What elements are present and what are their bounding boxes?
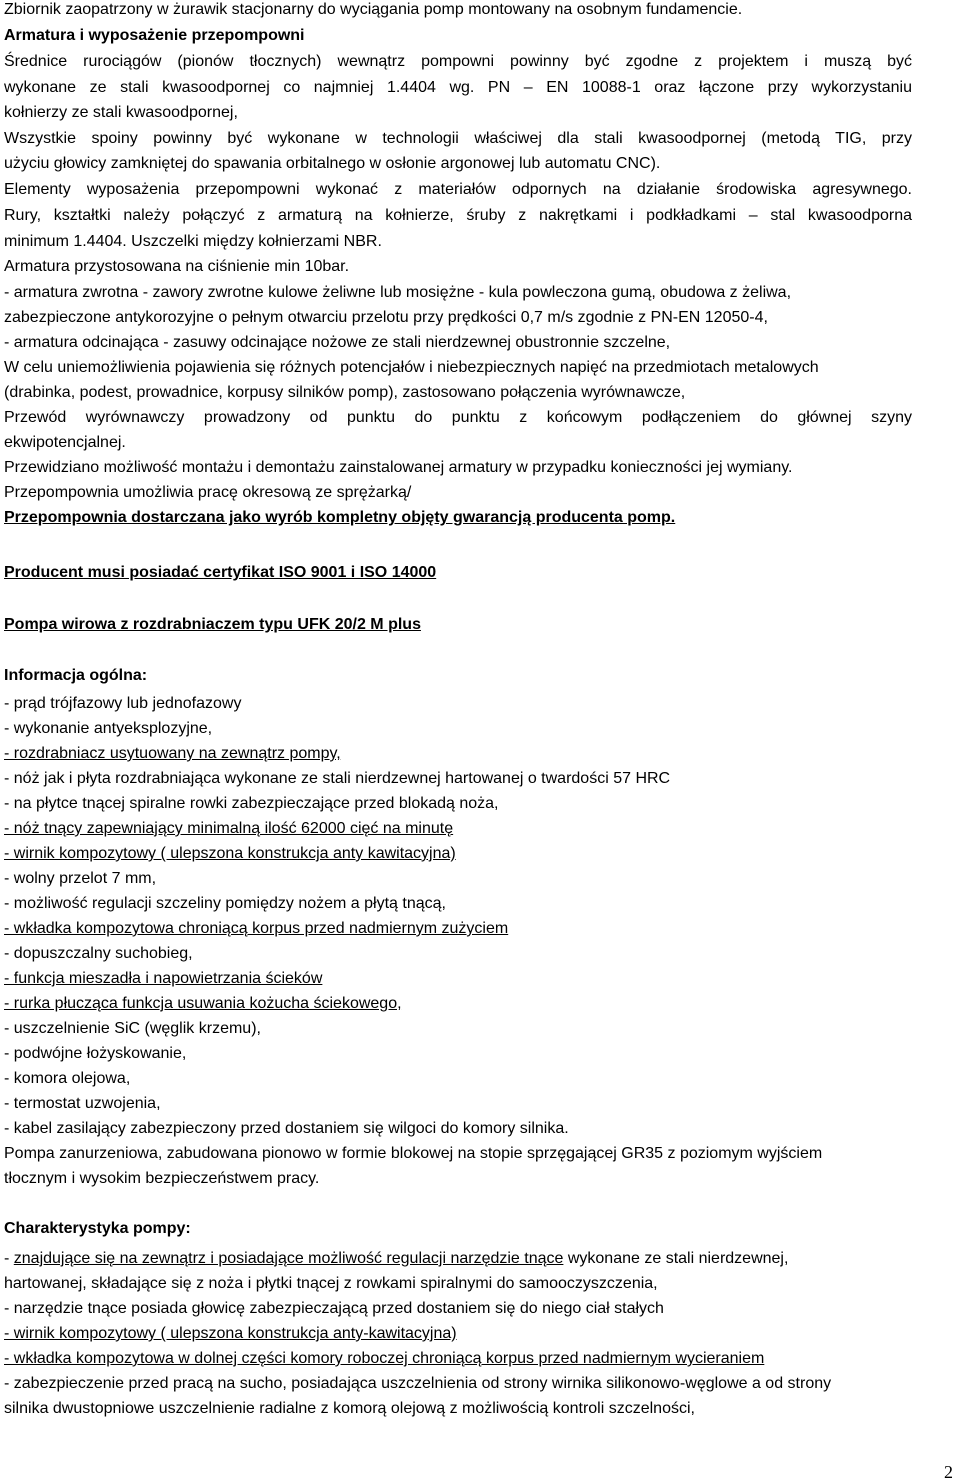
- characteristics-line: - narzędzie tnące posiada głowicę zabezpieczającą przed dostaniem się do niego ciał stałych: [4, 1300, 664, 1317]
- pump-title: Pompa wirowa z rozdrabniaczem typu UFK 20/2 M plus: [4, 616, 421, 633]
- general-info-heading: Informacja ogólna:: [4, 667, 148, 684]
- general-list-item: - wykonanie antyeksplozyjne,: [4, 720, 213, 737]
- intro-line: Średnice rurociągów (pionów tłocznych) wewnątrz pompowni powinny być zgodne z projektem i muszą być: [4, 53, 912, 70]
- general-list-item: - kabel zasilający zabezpieczony przed dostaniem się wilgoci do komory silnika.: [4, 1120, 569, 1137]
- characteristics-heading: Charakterystyka pompy:: [4, 1220, 191, 1237]
- general-paragraph-line: tłocznym i wysokim bezpieczeństwem pracy.: [4, 1170, 320, 1187]
- intro-line: Przewód wyrównawczy prowadzony od punktu do punktu z końcowym podłączeniem do głównej szyny: [4, 409, 912, 426]
- intro-line: - armatura zwrotna - zawory zwrotne kulowe żeliwne lub mosiężne - kula powleczona gumą, obudowa z żeliwa,: [4, 284, 792, 301]
- section-heading-equipment: Armatura i wyposażenie przepompowni: [4, 27, 305, 44]
- intro-line: zabezpieczone antykorozyjne o pełnym otwarciu przelotu przy prędkości 0,7 m/s zgodnie z PN-EN 12050-4,: [4, 309, 768, 326]
- general-list-item: - uszczelnienie SiC (węglik krzemu),: [4, 1020, 261, 1037]
- general-list-item: - wkładka kompozytowa chroniącą korpus przed nadmiernym zużyciem: [4, 920, 509, 937]
- intro-line: Rury, kształtki należy połączyć z armaturą na kołnierze, śruby z nakrętkami i podkładkami – stal kwasoodporna: [4, 207, 912, 224]
- list-dash: -: [4, 1250, 14, 1267]
- intro-line: Przewidziano możliwość montażu i demontażu zainstalowanej armatury w przypadku konieczności jej wymiany.: [4, 459, 793, 476]
- page-number: 2: [944, 1462, 953, 1482]
- intro-line: (drabinka, podest, prowadnice, korpusy silników pomp), zastosowano połączenia wyrównawcze,: [4, 384, 686, 401]
- cutting-tool-rest: wykonane ze stali nierdzewnej,: [563, 1250, 789, 1267]
- characteristics-line: hartowanej, składające się z noża i płytki tnącej z rowkami spiralnymi do samooczyszczenia,: [4, 1275, 658, 1292]
- general-list-item: - rurka płucząca funkcja usuwania kożucha ściekowego,: [4, 995, 402, 1012]
- characteristics-line: - wkładka kompozytowa w dolnej części komory roboczej chroniącą korpus przed nadmiernym wycieraniem: [4, 1350, 765, 1367]
- general-list-item: - funkcja mieszadła i napowietrzania ścieków: [4, 970, 323, 987]
- intro-line: Armatura przystosowana na ciśnienie min 10bar.: [4, 258, 350, 275]
- intro-line: W celu uniemożliwienia pojawienia się różnych potencjałów i niebezpiecznych napięć na przedmiotach metalowych: [4, 359, 819, 376]
- intro-line: minimum 1.4404. Uszczelki między kołnierzami NBR.: [4, 233, 382, 250]
- general-list-item: - wolny przelot 7 mm,: [4, 870, 157, 887]
- intro-line: Zbiornik zaopatrzony w żurawik stacjonarny do wyciągania pomp montowany na osobnym fundamencie.: [4, 1, 743, 18]
- intro-line: Przepompownia umożliwia pracę okresową ze sprężarką/: [4, 484, 412, 501]
- complete-product-statement: Przepompownia dostarczana jako wyrób kompletny objęty gwarancją producenta pomp.: [4, 509, 676, 526]
- cutting-tool-text: znajdujące się na zewnątrz i posiadające możliwość regulacji narzędzie tnące: [13, 1250, 564, 1267]
- intro-line: ekwipotencjalnej.: [4, 434, 126, 451]
- general-list-item: - termostat uzwojenia,: [4, 1095, 161, 1112]
- general-list-item: - nóż jak i płyta rozdrabniająca wykonane ze stali nierdzewnej hartowanej o twardości 57 HRC: [4, 770, 671, 787]
- intro-line: Elementy wyposażenia przepompowni wykonać z materiałów odpornych na działanie środowiska agresywnego.: [4, 181, 912, 198]
- intro-line: wykonane ze stali kwasoodpornej co najmniej 1.4404 wg. PN – EN 10088-1 oraz łączone przy wykorzystaniu: [4, 79, 912, 96]
- intro-line: kołnierzy ze stali kwasoodpornej,: [4, 104, 238, 121]
- general-list-item: - komora olejowa,: [4, 1070, 131, 1087]
- general-list-item: - rozdrabniacz usytuowany na zewnątrz pompy,: [4, 745, 341, 762]
- general-list-item: - prąd trójfazowy lub jednofazowy: [4, 695, 242, 712]
- characteristics-line: [4, 1249, 788, 1269]
- intro-line: użyciu głowicy zamkniętej do spawania orbitalnego w osłonie argonowej lub automatu CNC).: [4, 155, 661, 172]
- characteristics-line: - wirnik kompozytowy ( ulepszona konstrukcja anty-kawitacyjna): [4, 1325, 457, 1342]
- general-list-item: - dopuszczalny suchobieg,: [4, 945, 193, 962]
- general-list-item: - na płytce tnącej spiralne rowki zabezpieczające przed blokadą noża,: [4, 795, 499, 812]
- certificate-requirement: Producent musi posiadać certyfikat ISO 9001 i ISO 14000: [4, 564, 437, 581]
- general-list-item: - nóż tnący zapewniający minimalną ilość 62000 cięć na minutę: [4, 820, 454, 837]
- general-list-item: - wirnik kompozytowy ( ulepszona konstrukcja anty kawitacyjna): [4, 845, 456, 862]
- characteristics-line: silnika dwustopniowe uszczelnienie radialne z komorą olejową z możliwością kontroli szczelności,: [4, 1400, 695, 1417]
- general-list-item: - podwójne łożyskowanie,: [4, 1045, 187, 1062]
- intro-line: - armatura odcinająca - zasuwy odcinające nożowe ze stali nierdzewnej obustronnie szczelne,: [4, 334, 671, 351]
- general-paragraph-line: Pompa zanurzeniowa, zabudowana pionowo w formie blokowej na stopie sprzęgającej GR35 z poziomym wyjściem: [4, 1145, 823, 1162]
- characteristics-line: - zabezpieczenie przed pracą na sucho, posiadająca uszczelnienia od strony wirnika silikonowo-węglowe a od strony: [4, 1375, 832, 1392]
- general-list-item: - możliwość regulacji szczeliny pomiędzy nożem a płytą tnącą,: [4, 895, 446, 912]
- intro-line: Wszystkie spoiny powinny być wykonane w technologii właściwej dla stali kwasoodpornej (metodą TIG, przy: [4, 130, 912, 147]
